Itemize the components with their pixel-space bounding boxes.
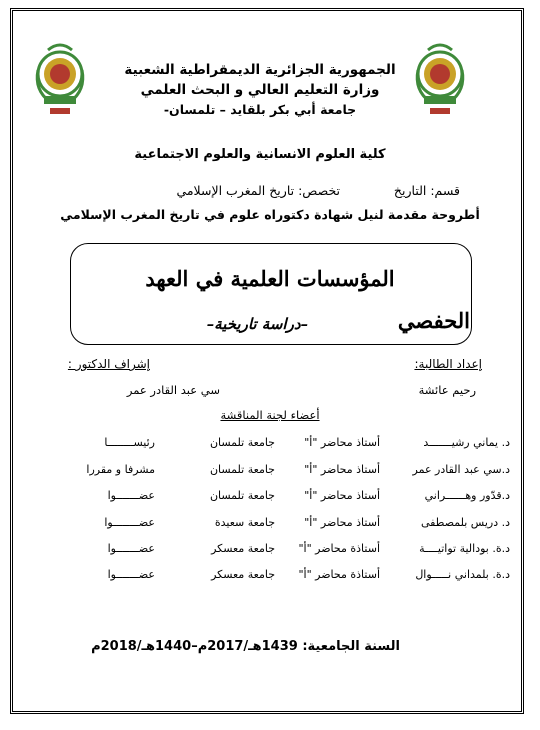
jury-member-rank: أستاذة محاضر "أ" xyxy=(298,568,380,581)
jury-member-rank: أستاذ محاضر "أ" xyxy=(304,463,380,476)
republic-heading: الجمهورية الجزائرية الديمقراطية الشعبية xyxy=(124,62,396,78)
jury-row xyxy=(30,568,510,586)
jury-row xyxy=(30,489,510,507)
jury-member-name: د.ة. بلمداني نـــــوال xyxy=(415,568,510,581)
academic-year: السنة الجامعية: 1439هـ/2017م–1440هـ/2018م xyxy=(91,639,400,654)
university-emblem-left-icon xyxy=(30,40,90,122)
jury-member-name: د.قدّور وهــــــراني xyxy=(424,489,510,502)
faculty-name: كلية العلوم الانسانية والعلوم الاجتماعية xyxy=(134,147,386,162)
jury-member-rank: أستاذ محاضر "أ" xyxy=(304,516,380,529)
supervisor-name: سي عبد القادر عمر xyxy=(126,383,220,397)
student-name: رحيم عائشة xyxy=(418,383,476,397)
jury-row xyxy=(30,436,510,454)
jury-member-name: د. دريس بلمصطفى xyxy=(420,516,510,529)
jury-member-role: عضـــــــوا xyxy=(107,542,155,555)
ministry-heading: وزارة التعليم العالي و البحث العلمي xyxy=(140,82,380,98)
thesis-statement: أطروحة مقدمة لنيل شهادة دكتوراه علوم في تاريخ المغرب الإسلامي xyxy=(60,207,480,222)
jury-member-role: مشرفا و مقررا xyxy=(86,463,155,476)
jury-member-name: د.سي عبد القادر عمر xyxy=(412,463,510,476)
jury-member-university: جامعة سعيدة xyxy=(214,516,275,529)
jury-member-rank: أستاذة محاضر "أ" xyxy=(298,542,380,555)
thesis-title-line2: الحفصي xyxy=(397,308,470,333)
jury-member-role: عضـــــــوا xyxy=(107,489,155,502)
jury-member-role: عضــــــــوا xyxy=(104,516,155,529)
jury-title: أعضاء لجنة المناقشة xyxy=(220,408,320,422)
jury-member-role: رئيســــــــا xyxy=(104,436,155,449)
department-label: قسم: التاريخ xyxy=(393,183,460,198)
thesis-subtitle: –دراسة تاريخية– xyxy=(206,315,308,333)
jury-member-name: د. يماني رشيـــــــد xyxy=(423,436,510,449)
jury-member-university: جامعة تلمسان xyxy=(209,436,275,449)
supervisor-label: إشراف الدكتور : xyxy=(67,357,150,371)
specialty-label: تخصص: تاريخ المغرب الإسلامي xyxy=(176,183,340,198)
jury-member-rank: أستاذ محاضر "أ" xyxy=(304,436,380,449)
jury-member-university: جامعة معسكر xyxy=(211,568,275,581)
thesis-title-line1: المؤسسات العلمية في العهد xyxy=(145,266,395,291)
jury-row xyxy=(30,463,510,481)
jury-member-university: جامعة تلمسان xyxy=(209,463,275,476)
jury-member-university: جامعة معسكر xyxy=(211,542,275,555)
jury-member-role: عضـــــــوا xyxy=(107,568,155,581)
university-heading: جامعة أبي بكر بلقايد – تلمسان- xyxy=(163,102,357,117)
jury-member-name: د.ة. بودالية تواتيــــة xyxy=(419,542,510,555)
jury-row xyxy=(30,542,510,560)
student-label: إعداد الطالبة: xyxy=(414,357,482,371)
jury-member-university: جامعة تلمسان xyxy=(209,489,275,502)
jury-member-rank: أستاذ محاضر "أ" xyxy=(304,489,380,502)
jury-row xyxy=(30,516,510,534)
